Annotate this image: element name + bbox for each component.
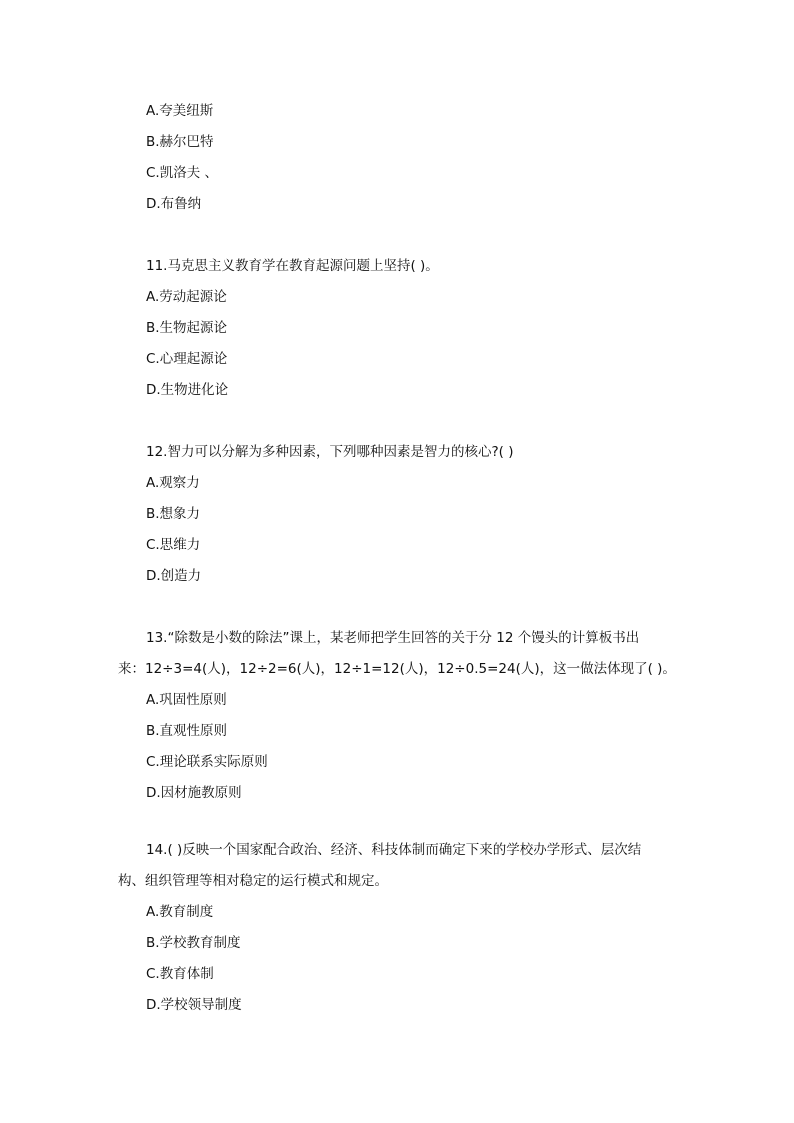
option-a: A.劳动起源论 — [146, 289, 227, 305]
option-b: B.想象力 — [146, 506, 201, 522]
option-c: C.教育体制 — [146, 966, 214, 982]
question-text: 12.智力可以分解为多种因素，下列哪种因素是智力的核心?( ) — [146, 444, 514, 460]
question-11 — [118, 251, 678, 406]
question-12 — [118, 437, 678, 592]
option-a: A.教育制度 — [146, 904, 214, 920]
option-b: B.赫尔巴特 — [146, 134, 214, 150]
question-text: 11.马克思主义教育学在教育起源问题上坚持( )。 — [146, 258, 439, 274]
option-d: D.学校领导制度 — [146, 997, 242, 1013]
option-a: A.观察力 — [146, 475, 200, 491]
option-b: B.学校教育制度 — [146, 935, 241, 951]
question-13 — [118, 623, 678, 809]
question-14 — [118, 835, 678, 1021]
option-c: C.思维力 — [146, 537, 201, 553]
option-c: C.心理起源论 — [146, 351, 228, 367]
option-d: D.布鲁纳 — [146, 196, 202, 212]
option-b: B.生物起源论 — [146, 320, 228, 336]
question-text-line-2: 构、组织管理等相对稳定的运行模式和规定。 — [118, 873, 388, 889]
option-d: D.生物进化论 — [146, 382, 229, 398]
question-text-line-2: 来：12÷3=4(人)，12÷2=6(人)，12÷1=12(人)，12÷0.5=24(人)，这一做法体现了( )。 — [118, 661, 676, 677]
continued-options — [118, 96, 678, 220]
option-c: C.凯洛夫 、 — [146, 165, 219, 181]
option-c: C.理论联系实际原则 — [146, 754, 268, 770]
option-a: A.巩固性原则 — [146, 692, 227, 708]
question-text-line-1: 14.( )反映一个国家配合政治、经济、科技体制而确定下来的学校办学形式、层次结 — [146, 842, 642, 858]
option-b: B.直观性原则 — [146, 723, 228, 739]
option-d: D.创造力 — [146, 568, 202, 584]
option-d: D.因材施教原则 — [146, 785, 242, 801]
option-a: A.夸美纽斯 — [146, 103, 214, 119]
question-text-line-1: 13.“除数是小数的除法”课上，某老师把学生回答的关于分 12 个馒头的计算板书出 — [146, 630, 640, 646]
